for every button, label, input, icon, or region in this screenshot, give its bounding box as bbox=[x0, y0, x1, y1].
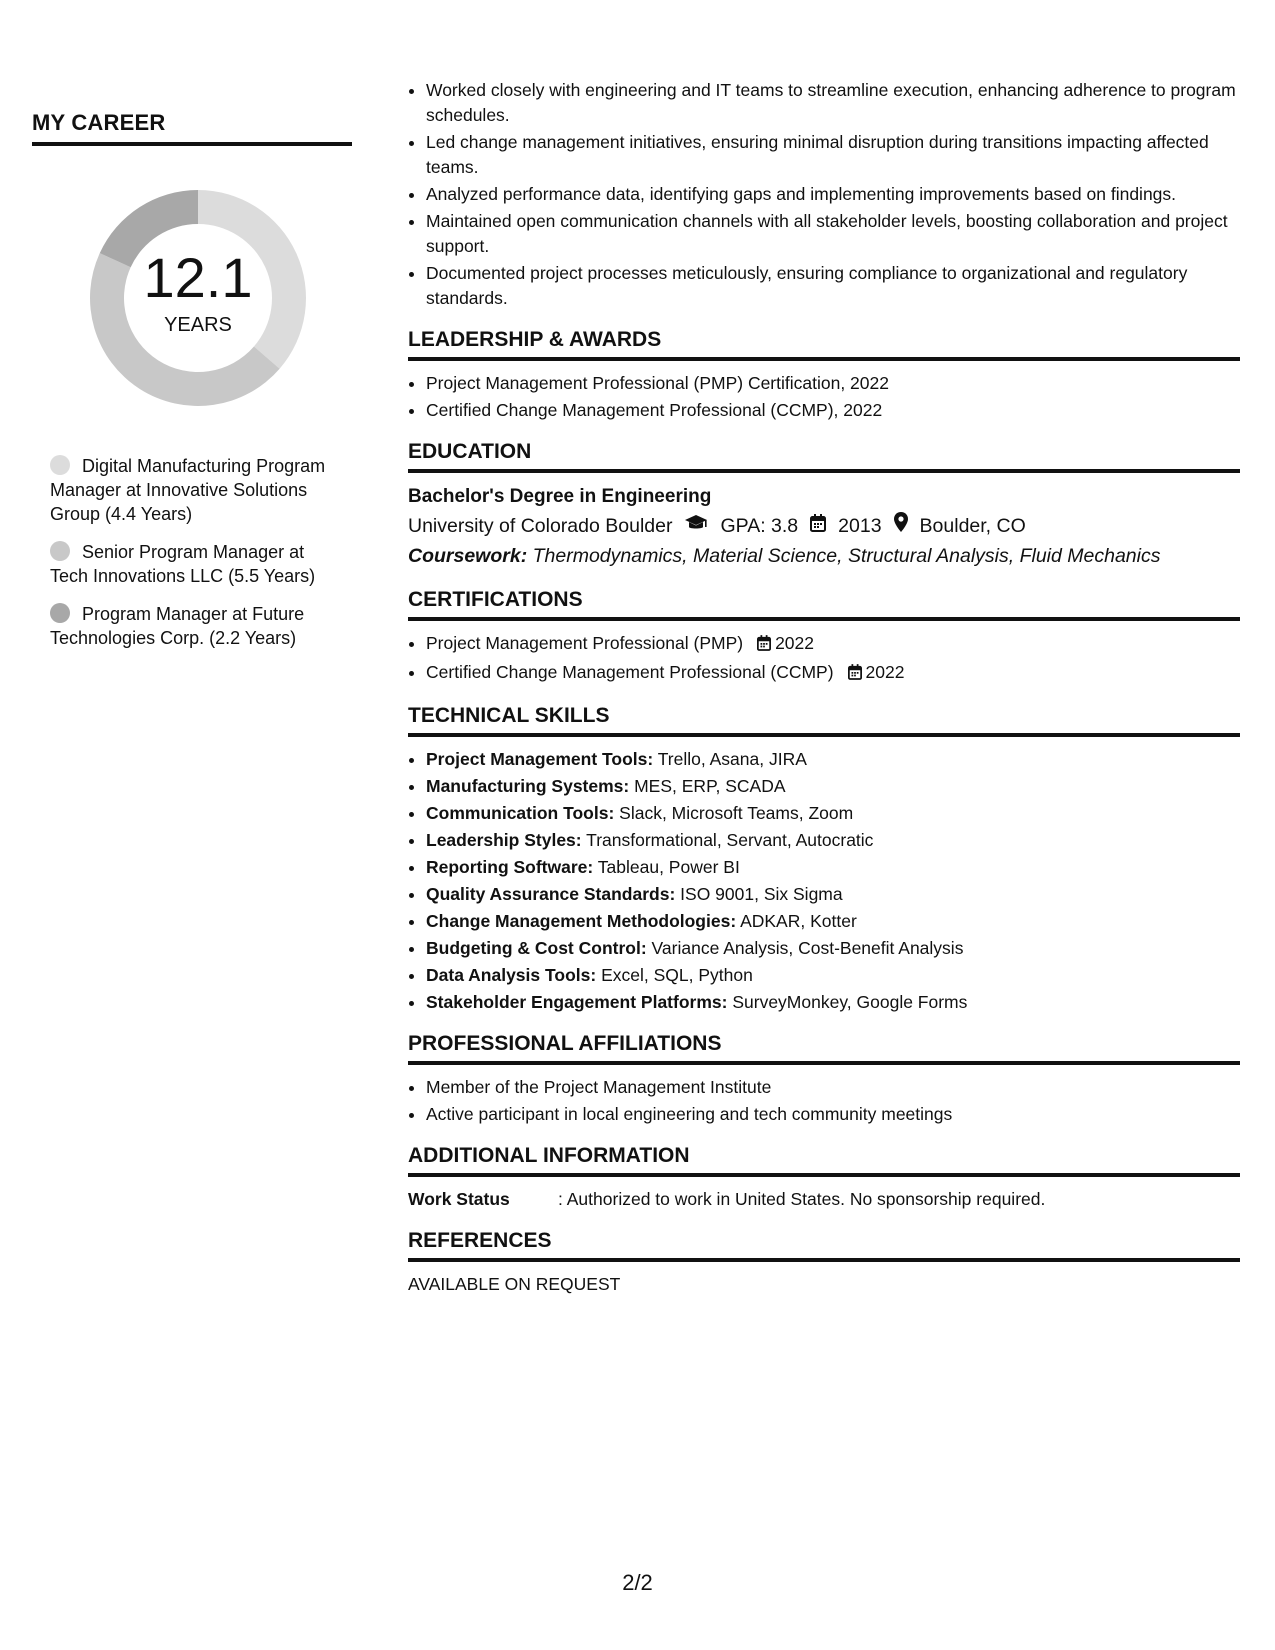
skill-label: Quality Assurance Standards: bbox=[426, 884, 676, 904]
skill-label: Reporting Software: bbox=[426, 857, 594, 877]
certification-name: Project Management Professional (PMP) bbox=[426, 633, 744, 653]
degree-name: Bachelor's Degree in Engineering bbox=[408, 486, 712, 507]
affiliations-title: PROFESSIONAL AFFILIATIONS bbox=[408, 1031, 1240, 1065]
coursework-label: Coursework: bbox=[408, 545, 528, 567]
skill-item bbox=[426, 936, 1240, 961]
legend-item bbox=[50, 540, 340, 588]
legend-swatch bbox=[50, 541, 70, 561]
page-number: 2/2 bbox=[622, 1570, 653, 1595]
location-pin-icon bbox=[894, 511, 908, 541]
skill-item bbox=[426, 882, 1240, 907]
skill-value: Slack, Microsoft Teams, Zoom bbox=[619, 803, 854, 823]
certifications-list bbox=[408, 631, 1240, 687]
skill-item bbox=[426, 828, 1240, 853]
affiliation-item: • Member of the Project Management Institute bbox=[426, 1075, 1240, 1100]
references-title: REFERENCES bbox=[408, 1228, 1240, 1262]
graduation-year: 2013 bbox=[838, 515, 882, 537]
career-sidebar bbox=[32, 110, 352, 664]
work-status-label: Work Status bbox=[408, 1189, 510, 1209]
legend-label: Digital Manufacturing Program Manager at Innovative Solutions Group (4.4 Years) bbox=[50, 456, 326, 524]
skill-label: Budgeting & Cost Control: bbox=[426, 938, 647, 958]
certification-name: Certified Change Management Professional (CCMP) bbox=[426, 662, 834, 682]
skill-label: Project Management Tools: bbox=[426, 749, 654, 769]
leadership-item: • Certified Change Management Professional (CCMP), 2022 bbox=[426, 398, 1240, 423]
education-title: EDUCATION bbox=[408, 439, 1240, 473]
experience-bullet: • Worked closely with engineering and IT teams to streamline execution, enhancing adherence to program schedules. bbox=[426, 78, 1240, 128]
skill-item bbox=[426, 909, 1240, 934]
experience-bullet: • Analyzed performance data, identifying gaps and implementing improvements based on findings. bbox=[426, 182, 1240, 207]
legend-swatch bbox=[50, 455, 70, 475]
additional-info-title: ADDITIONAL INFORMATION bbox=[408, 1143, 1240, 1177]
certification-year: 2022 bbox=[775, 633, 815, 653]
gpa: GPA: 3.8 bbox=[720, 515, 799, 537]
skill-item bbox=[426, 801, 1240, 826]
skill-value: MES, ERP, SCADA bbox=[634, 776, 786, 796]
certifications-title: CERTIFICATIONS bbox=[408, 587, 1240, 621]
skill-label: Manufacturing Systems: bbox=[426, 776, 630, 796]
references-text: AVAILABLE ON REQUEST bbox=[408, 1274, 621, 1294]
skills-title: TECHNICAL SKILLS bbox=[408, 703, 1240, 737]
donut-center bbox=[78, 178, 318, 418]
skill-value: Transformational, Servant, Autocratic bbox=[586, 830, 874, 850]
legend-swatch bbox=[50, 603, 70, 623]
leadership-list bbox=[408, 371, 1240, 423]
skill-item bbox=[426, 963, 1240, 988]
main-content bbox=[408, 78, 1240, 1297]
coursework-list: Thermodynamics, Material Science, Structural Analysis, Fluid Mechanics bbox=[532, 545, 1161, 567]
skill-value: Variance Analysis, Cost-Benefit Analysis bbox=[651, 938, 964, 958]
legend-item bbox=[50, 454, 340, 526]
skill-value: Tableau, Power BI bbox=[597, 857, 740, 877]
skill-item bbox=[426, 774, 1240, 799]
school-name: University of Colorado Boulder bbox=[408, 515, 673, 537]
coursework bbox=[408, 541, 1240, 571]
work-status-value: : Authorized to work in United States. No sponsorship required. bbox=[558, 1189, 1046, 1209]
experience-bullets bbox=[408, 78, 1240, 311]
skill-label: Leadership Styles: bbox=[426, 830, 582, 850]
legend-label: Senior Program Manager at Tech Innovations LLC (5.5 Years) bbox=[50, 542, 316, 586]
work-status-row bbox=[408, 1187, 1240, 1212]
education-location: Boulder, CO bbox=[919, 515, 1026, 537]
skill-value: Trello, Asana, JIRA bbox=[657, 749, 807, 769]
calendar-icon bbox=[757, 633, 771, 658]
career-heading: MY CAREER bbox=[32, 110, 352, 146]
skill-label: Stakeholder Engagement Platforms: bbox=[426, 992, 728, 1012]
skill-label: Change Management Methodologies: bbox=[426, 911, 737, 931]
experience-bullet: • Documented project processes meticulously, ensuring compliance to organizational and regulatory standards. bbox=[426, 261, 1240, 311]
leadership-title: LEADERSHIP & AWARDS bbox=[408, 327, 1240, 361]
affiliations-list bbox=[408, 1075, 1240, 1127]
experience-bullet: • Maintained open communication channels with all stakeholder levels, boosting collaboration and project support. bbox=[426, 209, 1240, 259]
education-details bbox=[408, 511, 1240, 541]
certification-year: 2022 bbox=[865, 662, 905, 682]
skill-item bbox=[426, 855, 1240, 880]
total-years-value: 12.1 bbox=[143, 246, 253, 309]
skill-label: Communication Tools: bbox=[426, 803, 615, 823]
graduation-cap-icon bbox=[684, 511, 708, 541]
certification-item bbox=[426, 631, 1240, 658]
skill-item bbox=[426, 747, 1240, 772]
skill-label: Data Analysis Tools: bbox=[426, 965, 597, 985]
skills-list bbox=[408, 747, 1240, 1015]
skill-value: ISO 9001, Six Sigma bbox=[680, 884, 843, 904]
certification-item bbox=[426, 660, 1240, 687]
calendar-icon bbox=[848, 662, 862, 687]
legend-item bbox=[50, 602, 340, 650]
total-years-unit: YEARS bbox=[164, 314, 232, 336]
career-legend bbox=[50, 454, 340, 650]
skill-value: ADKAR, Kotter bbox=[740, 911, 857, 931]
calendar-icon bbox=[810, 511, 826, 541]
skill-value: Excel, SQL, Python bbox=[601, 965, 753, 985]
experience-bullet: • Led change management initiatives, ensuring minimal disruption during transitions impacting affected teams. bbox=[426, 130, 1240, 180]
skill-value: SurveyMonkey, Google Forms bbox=[732, 992, 968, 1012]
leadership-item: • Project Management Professional (PMP) Certification, 2022 bbox=[426, 371, 1240, 396]
career-donut-chart bbox=[78, 178, 318, 418]
affiliation-item: • Active participant in local engineering and tech community meetings bbox=[426, 1102, 1240, 1127]
legend-label: Program Manager at Future Technologies Corp. (2.2 Years) bbox=[50, 604, 305, 648]
skill-item bbox=[426, 990, 1240, 1015]
